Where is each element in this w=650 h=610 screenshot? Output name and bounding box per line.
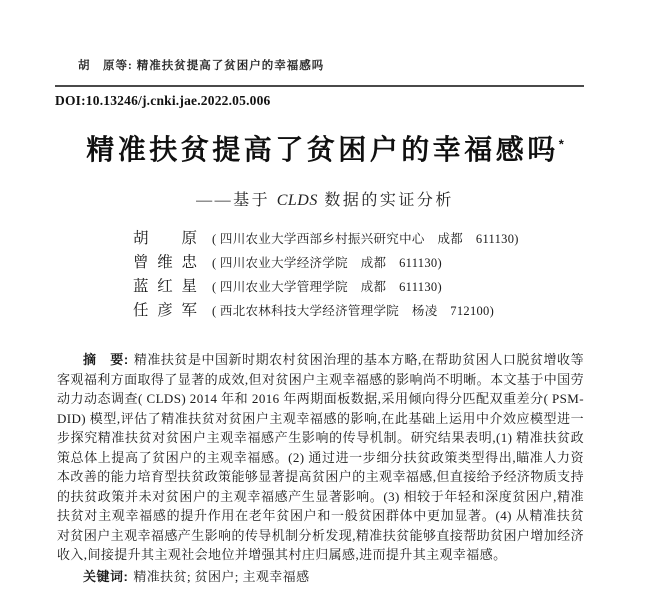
author-name: 蓝红星 [133,278,197,295]
article-title [0,130,650,170]
abstract-label: 摘 要: [83,352,129,367]
header-divider-rule [55,85,584,87]
keywords-label: 关键词: [83,568,129,584]
keywords-text: 精准扶贫; 贫困户; 主观幸福感 [133,568,310,584]
abstract-section [57,350,584,586]
subtitle-suffix: 数据的实证分析 [317,192,454,209]
author-affiliation: ( 四川农业大学西部乡村振兴研究中心 成都 611130) [212,232,519,246]
author-name: 任彦军 [133,302,197,319]
author-row [133,299,519,323]
article-title-text: 精准扶贫提高了贫困户的幸福感吗 [86,134,559,165]
author-row [133,275,519,299]
subtitle-prefix: ——基于 [196,192,277,209]
author-name: 胡原 [133,230,197,247]
author-row [133,251,519,275]
author-affiliation: ( 四川农业大学经济学院 成都 611130) [212,256,442,270]
author-row [133,227,519,251]
title-footnote-marker: * [558,136,564,152]
article-subtitle [0,187,650,210]
abstract-paragraph [57,350,584,565]
keywords-line [57,567,584,587]
running-head: 胡 原等: 精准扶贫提高了贫困户的幸福感吗 [78,60,325,72]
author-affiliation: ( 西北农林科技大学经济管理学院 杨凌 712100) [212,304,495,318]
author-name: 曾维忠 [133,254,197,271]
abstract-text: 精准扶贫是中国新时期农村贫困治理的基本方略,在帮助贫困人口脱贫增收等客观福利方面取得了显著的成效,但对贫困户主观幸福感的影响尚不明晰。本文基于中国劳动力动态调查( CLDS) 2014 年和 2016 年两期面板数据,采用倾向得分匹配双重差分( PSM-DID) 模型,评估了精准扶贫对贫困户主观幸福感的影响,在此基础上运用中介效应模型进一步探究精准扶贫对贫困户主观幸福感产生影响的传导机制。研究结果表明,(1) 精准扶贫政策总体上提高了贫困户的主观幸福感。(2) 通过进一步细分扶贫政策类型得出,瞄准人力资本改善的能力培育型扶贫政策能够显著提高贫困户的主观幸福感,但直接给予经济物质支持的扶贫政策并未对贫困户的主观幸福感产生显著影响。(3) 相较于年轻和深度贫困户,精准扶贫对主观幸福感的提升作用在老年贫困户和一般贫困群体中更加显著。(4) 从精准扶贫对贫困户主观幸福感产生影响的传导机制分析发现,精准扶贫能够直接帮助贫困户增加经济收入,间接提升其主观社会地位并增强其村庄归属感,进而提升其主观幸福感。 [57,352,584,562]
subtitle-dataset-name: CLDS [276,192,318,209]
doi-text: DOI:10.13246/j.cnki.jae.2022.05.006 [55,93,271,108]
author-list [133,227,519,323]
author-affiliation: ( 四川农业大学管理学院 成都 611130) [212,280,442,294]
